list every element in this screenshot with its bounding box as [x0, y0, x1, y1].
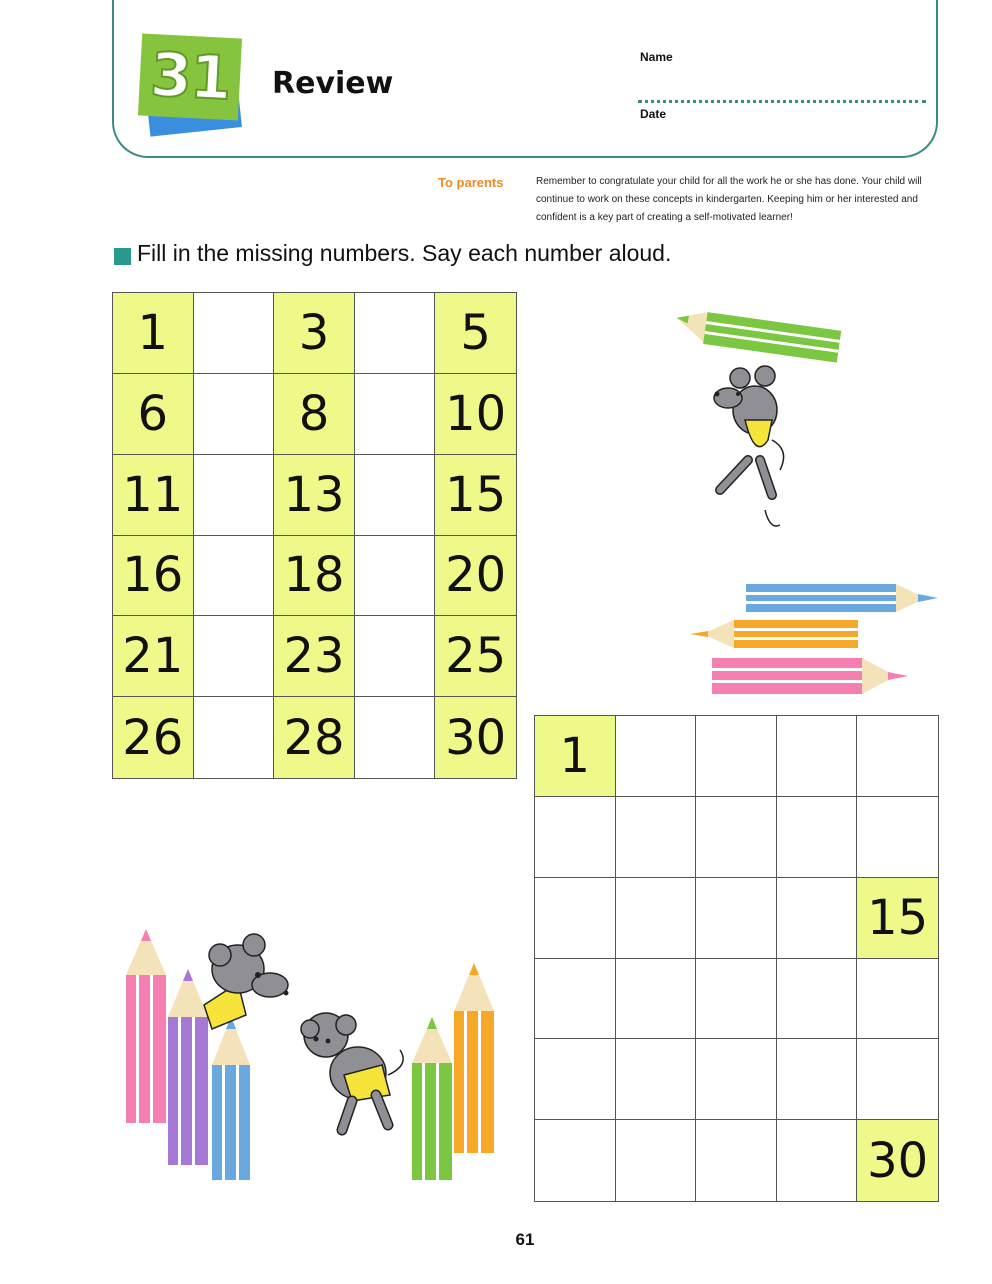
- blank-number-cell[interactable]: [194, 697, 275, 778]
- number-cell: 23: [274, 616, 355, 697]
- blank-number-cell[interactable]: [857, 797, 938, 878]
- blank-number-cell[interactable]: [616, 959, 697, 1040]
- blank-number-cell[interactable]: [616, 716, 697, 797]
- number-cell: 30: [435, 697, 516, 778]
- blank-number-cell[interactable]: [696, 1120, 777, 1201]
- number-cell: 18: [274, 536, 355, 617]
- number-cell: 5: [435, 293, 516, 374]
- instruction-bullet-icon: [114, 248, 131, 265]
- number-grid-blank: [534, 715, 939, 1202]
- page-number: 61: [515, 1230, 535, 1249]
- blank-number-cell[interactable]: [616, 1120, 697, 1201]
- blank-number-cell[interactable]: [696, 716, 777, 797]
- number-cell: 10: [435, 374, 516, 455]
- number-cell: 15: [857, 878, 938, 959]
- blank-number-cell[interactable]: [355, 616, 436, 697]
- number-cell: 11: [113, 455, 194, 536]
- blank-number-cell[interactable]: [535, 1120, 616, 1201]
- number-cell: 26: [113, 697, 194, 778]
- blank-number-cell[interactable]: [696, 797, 777, 878]
- page-title: Review: [272, 66, 394, 101]
- number-cell: 20: [435, 536, 516, 617]
- number-cell: 15: [435, 455, 516, 536]
- number-cell: 30: [857, 1120, 938, 1201]
- number-cell: 1: [113, 293, 194, 374]
- blank-number-cell[interactable]: [696, 959, 777, 1040]
- blank-number-cell[interactable]: [777, 1039, 858, 1120]
- blank-number-cell[interactable]: [777, 716, 858, 797]
- blank-number-cell[interactable]: [696, 1039, 777, 1120]
- number-cell: 1: [535, 716, 616, 797]
- blank-number-cell[interactable]: [355, 536, 436, 617]
- mouse-carrying-pencil-icon: [660, 320, 860, 540]
- blank-number-cell[interactable]: [857, 716, 938, 797]
- blank-number-cell[interactable]: [194, 616, 275, 697]
- blank-number-cell[interactable]: [355, 374, 436, 455]
- number-cell: 6: [113, 374, 194, 455]
- blank-number-cell[interactable]: [777, 797, 858, 878]
- number-grid-1-to-30: [112, 292, 517, 779]
- blank-number-cell[interactable]: [194, 455, 275, 536]
- lesson-number: 31: [148, 39, 232, 115]
- blank-number-cell[interactable]: [535, 1039, 616, 1120]
- instruction-text: Fill in the missing numbers. Say each number aloud.: [137, 240, 672, 266]
- date-label: Date: [640, 107, 667, 121]
- blank-number-cell[interactable]: [535, 878, 616, 959]
- blank-number-cell[interactable]: [696, 878, 777, 959]
- blank-number-cell[interactable]: [616, 878, 697, 959]
- blank-number-cell[interactable]: [535, 797, 616, 878]
- blank-number-cell[interactable]: [777, 959, 858, 1040]
- blank-number-cell[interactable]: [535, 959, 616, 1040]
- name-label: Name: [640, 50, 673, 64]
- blank-number-cell[interactable]: [194, 374, 275, 455]
- number-cell: 8: [274, 374, 355, 455]
- blank-number-cell[interactable]: [777, 878, 858, 959]
- blank-number-cell[interactable]: [194, 293, 275, 374]
- name-line[interactable]: [638, 100, 926, 103]
- blank-number-cell[interactable]: [616, 1039, 697, 1120]
- blank-number-cell[interactable]: [194, 536, 275, 617]
- mice-and-pencils-icon: [120, 925, 510, 1190]
- number-cell: 3: [274, 293, 355, 374]
- number-cell: 28: [274, 697, 355, 778]
- blank-number-cell[interactable]: [355, 455, 436, 536]
- blank-number-cell[interactable]: [857, 959, 938, 1040]
- blank-number-cell[interactable]: [777, 1120, 858, 1201]
- blank-number-cell[interactable]: [355, 293, 436, 374]
- pencil-stack-icon: [688, 580, 948, 700]
- number-cell: 13: [274, 455, 355, 536]
- blank-number-cell[interactable]: [616, 797, 697, 878]
- number-cell: 16: [113, 536, 194, 617]
- number-cell: 21: [113, 616, 194, 697]
- blank-number-cell[interactable]: [857, 1039, 938, 1120]
- blank-number-cell[interactable]: [355, 697, 436, 778]
- to-parents-label: To parents: [438, 175, 504, 190]
- to-parents-text: Remember to congratulate your child for all the work he or she has done. Your child will continue to work on these concepts in kindergarten. Keeping him or her interested and confident is a key part of creating a self-motivated learner!: [536, 176, 922, 223]
- number-cell: 25: [435, 616, 516, 697]
